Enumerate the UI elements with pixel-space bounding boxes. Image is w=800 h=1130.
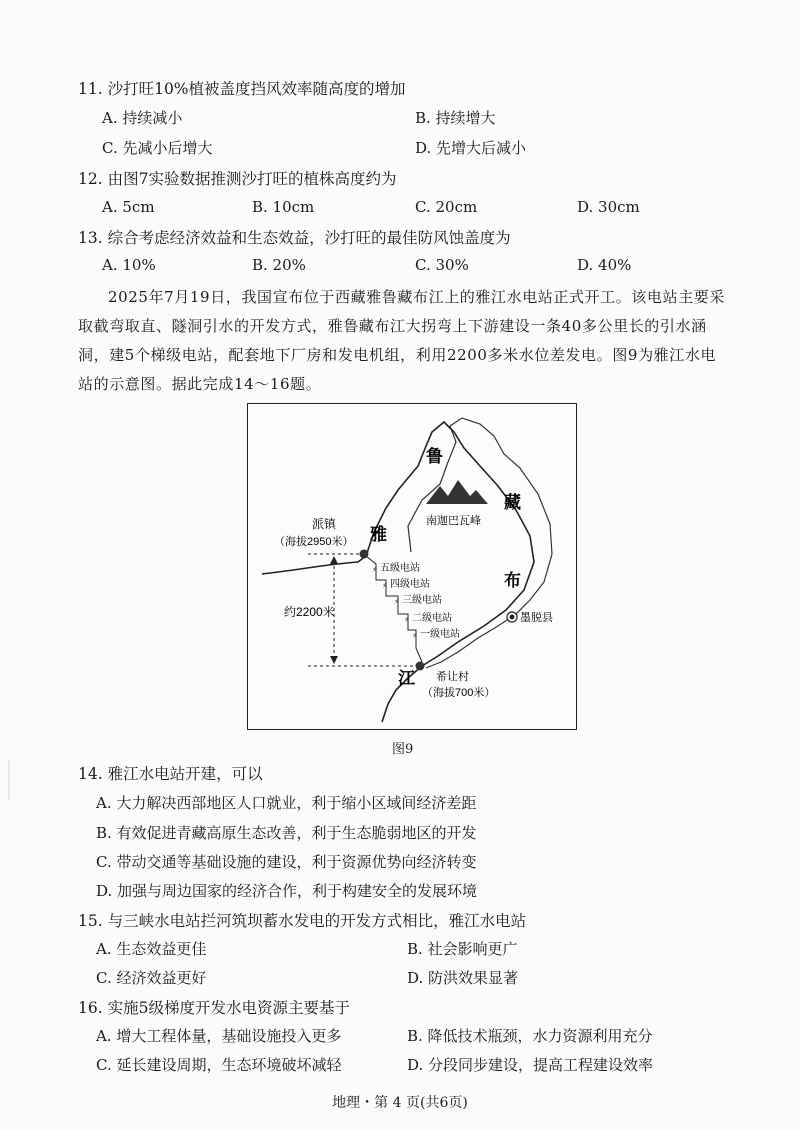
question-11-option-b[interactable]: B. 持续增大 (415, 109, 496, 127)
question-12-option-a[interactable]: A. 5cm (102, 198, 155, 216)
question-14-option-d[interactable]: D. 加强与周边国家的经济合作，利于构建安全的发展环境 (96, 882, 478, 900)
river-char-bu: 布 (504, 571, 521, 590)
arrow-down-icon (330, 656, 338, 664)
question-15-option-b[interactable]: B. 社会影响更广 (407, 940, 518, 958)
question-16-stem: 16. 实施5级梯度开发水电资源主要基于 (78, 999, 350, 1017)
station-label-3: 三级电站 (402, 595, 442, 606)
xirang-elevation-label: （海拔700米） (422, 687, 496, 699)
station-icon: ⚡ (382, 581, 388, 590)
scan-artifact (8, 760, 10, 800)
question-13-option-d[interactable]: D. 40% (577, 256, 632, 274)
question-14-option-c[interactable]: C. 带动交通等基础设施的建设，利于资源优势向经济转变 (96, 853, 477, 871)
height-diff-label: 约2200米 (284, 605, 335, 619)
question-12-option-c[interactable]: C. 20cm (415, 198, 478, 216)
question-15-option-a[interactable]: A. 生态效益更佳 (96, 940, 207, 958)
question-13-option-a[interactable]: A. 10% (102, 256, 156, 274)
station-label-5: 五级电站 (380, 563, 420, 574)
station-icon: ⚡ (394, 597, 400, 606)
mountain-icon (426, 480, 488, 504)
question-11-option-d[interactable]: D. 先增大后减小 (415, 139, 527, 157)
question-12-option-d[interactable]: D. 30cm (577, 198, 640, 216)
question-15-option-c[interactable]: C. 经济效益更好 (96, 969, 207, 987)
motuo-label: 墨脱县 (520, 612, 553, 624)
xirang-label: 希让村 (436, 671, 469, 683)
xirang-village-marker (416, 662, 425, 671)
question-15-stem: 15. 与三峡水电站拦河筑坝蓄水发电的开发方式相比，雅江水电站 (78, 912, 527, 930)
question-16-option-b[interactable]: B. 降低技术瓶颈，水力资源利用充分 (407, 1027, 653, 1045)
station-label-1: 一级电站 (420, 629, 460, 640)
station-icon: ⚡ (372, 565, 378, 574)
question-12-option-b[interactable]: B. 10cm (252, 198, 315, 216)
question-14-option-a[interactable]: A. 大力解决西部地区人口就业，利于缩小区域间经济差距 (96, 794, 477, 812)
river-char-ya: 雅 (370, 525, 387, 544)
question-12-stem: 12. 由图7实验数据推测沙打旺的植株高度约为 (78, 170, 397, 188)
station-icon: ⚡ (404, 615, 410, 624)
pai-town-marker (360, 550, 369, 559)
pai-elevation-label: （海拔2950米） (274, 536, 354, 548)
question-16-option-a[interactable]: A. 增大工程体量，基础设施投入更多 (96, 1027, 342, 1045)
question-15-option-d[interactable]: D. 防洪效果显著 (407, 969, 519, 987)
passage (78, 283, 728, 399)
figure-9-map (247, 403, 577, 730)
question-11-stem: 11. 沙打旺10%植被盖度挡风效率随高度的增加 (78, 80, 406, 98)
station-icon: ⚡ (412, 631, 418, 640)
question-16-option-c[interactable]: C. 延长建设周期，生态环境破坏减轻 (96, 1056, 342, 1074)
passage-line-2: 取截弯取直、隧洞引水的开发方式，雅鲁藏布江大拐弯上下游建设一条40多公里长的引水涵 (78, 317, 707, 335)
question-11-option-a[interactable]: A. 持续减小 (102, 109, 183, 127)
arrow-up-icon (330, 556, 338, 564)
passage-line-3: 洞，建5个梯级电站，配套地下厂房和发电机组，利用2200多米水位差发电。图9为雅江水电 (78, 346, 717, 364)
question-14-stem: 14. 雅江水电站开建，可以 (78, 765, 263, 783)
figure-caption: 图9 (392, 742, 414, 757)
passage-line-1: 2025年7月19日，我国宣布位于西藏雅鲁藏布江上的雅江水电站正式开工。该电站主要采 (108, 288, 726, 306)
station-label-2: 二级电站 (412, 613, 452, 624)
passage-line-4: 站的示意图。据此完成14～16题。 (78, 375, 322, 393)
peak-label: 南迦巴瓦峰 (426, 515, 481, 527)
question-13-option-c[interactable]: C. 30% (415, 256, 469, 274)
question-13-option-b[interactable]: B. 20% (252, 256, 306, 274)
river-char-zang: 藏 (504, 493, 521, 512)
question-14-option-b[interactable]: B. 有效促进青藏高原生态改善，利于生态脆弱地区的开发 (96, 824, 477, 842)
river-char-jiang: 江 (398, 669, 415, 688)
page-footer: 地理・第 4 页(共6页) (332, 1095, 468, 1111)
motuo-marker-inner (510, 615, 515, 620)
question-16-option-d[interactable]: D. 分段同步建设，提高工程建设效率 (407, 1056, 654, 1074)
pai-town-label: 派镇 (312, 517, 337, 531)
question-11-option-c[interactable]: C. 先减小后增大 (102, 139, 213, 157)
question-13-stem: 13. 综合考虑经济效益和生态效益，沙打旺的最佳防风蚀盖度为 (78, 229, 511, 247)
station-label-4: 四级电站 (390, 579, 430, 590)
river-char-lu: 鲁 (426, 447, 443, 466)
map-svg (248, 404, 576, 729)
